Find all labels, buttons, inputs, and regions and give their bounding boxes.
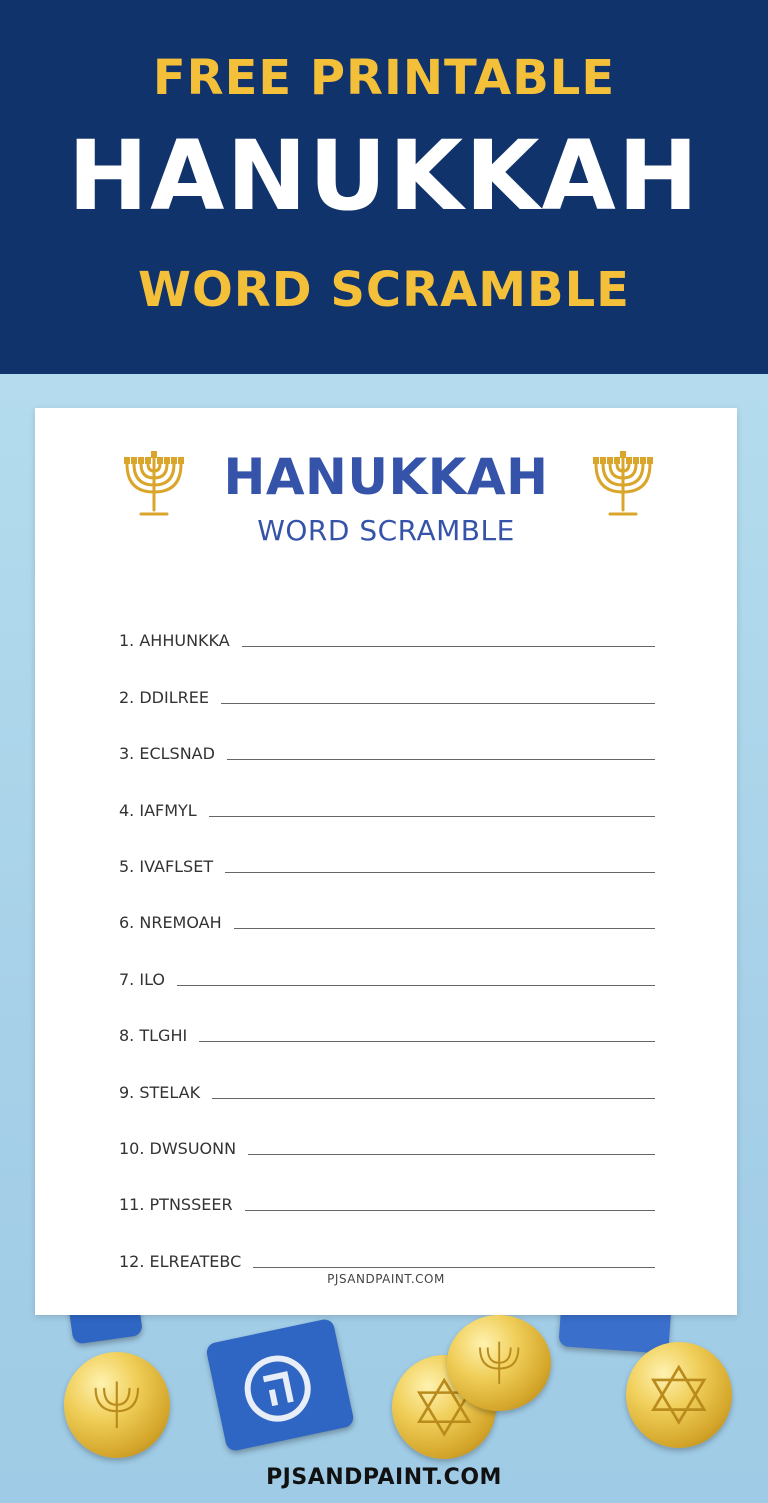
menorah-icon — [468, 1334, 530, 1392]
answer-line[interactable] — [242, 646, 655, 647]
scramble-item — [119, 1157, 655, 1213]
scramble-item — [119, 988, 655, 1044]
scramble-item — [119, 1044, 655, 1100]
scramble-word: 5. IVAFLSET — [119, 856, 214, 876]
scramble-item — [119, 1213, 655, 1269]
scramble-word: 12. ELREATEBC — [119, 1251, 242, 1271]
answer-line[interactable] — [227, 759, 655, 760]
scramble-word: 11. PTNSSEER — [119, 1195, 233, 1215]
site-url: PJSANDPAINT.COM — [266, 1465, 502, 1490]
scramble-item — [119, 875, 655, 931]
banner-title: HANUKKAH — [67, 120, 701, 232]
worksheet-title: HANUKKAH — [223, 448, 549, 506]
scramble-word: 10. DWSUONN — [119, 1138, 237, 1158]
menorah-icon — [85, 1373, 149, 1437]
scramble-word: 9. STELAK — [119, 1082, 201, 1102]
answer-line[interactable] — [253, 1267, 655, 1268]
header-banner — [0, 0, 768, 374]
answer-line[interactable] — [212, 1098, 655, 1099]
scramble-word: 1. AHHUNKKA — [119, 631, 230, 651]
gold-coin — [64, 1352, 170, 1458]
scramble-list — [119, 593, 655, 1270]
star-of-david-icon — [647, 1363, 711, 1427]
answer-line[interactable] — [245, 1210, 655, 1211]
answer-line[interactable] — [221, 703, 655, 704]
scramble-item — [119, 649, 655, 705]
answer-line[interactable] — [248, 1154, 655, 1155]
gold-coin — [447, 1315, 551, 1411]
scramble-item — [119, 819, 655, 875]
scramble-word: 2. DDILREE — [119, 687, 209, 707]
gold-coin — [626, 1342, 732, 1448]
worksheet-page — [35, 408, 737, 1315]
scramble-word: 3. ECLSNAD — [119, 744, 215, 764]
scramble-word: 4. IAFMYL — [119, 800, 197, 820]
scramble-word: 8. TLGHI — [119, 1026, 188, 1046]
answer-line[interactable] — [177, 985, 655, 986]
scramble-item — [119, 762, 655, 818]
worksheet-footer: PJSANDPAINT.COM — [327, 1272, 445, 1286]
banner-line-word-scramble: WORD SCRAMBLE — [138, 262, 630, 318]
scramble-item — [119, 706, 655, 762]
worksheet-subtitle: WORD SCRAMBLE — [257, 514, 515, 547]
scramble-item — [119, 593, 655, 649]
banner-line-free-printable: FREE PRINTABLE — [152, 50, 616, 106]
scramble-item — [119, 931, 655, 987]
answer-line[interactable] — [234, 928, 655, 929]
scramble-word: 6. NREMOAH — [119, 913, 222, 933]
answer-line[interactable] — [225, 872, 655, 873]
answer-line[interactable] — [209, 816, 655, 817]
scramble-item — [119, 1101, 655, 1157]
answer-line[interactable] — [199, 1041, 655, 1042]
scramble-word: 7. ILO — [119, 969, 166, 989]
